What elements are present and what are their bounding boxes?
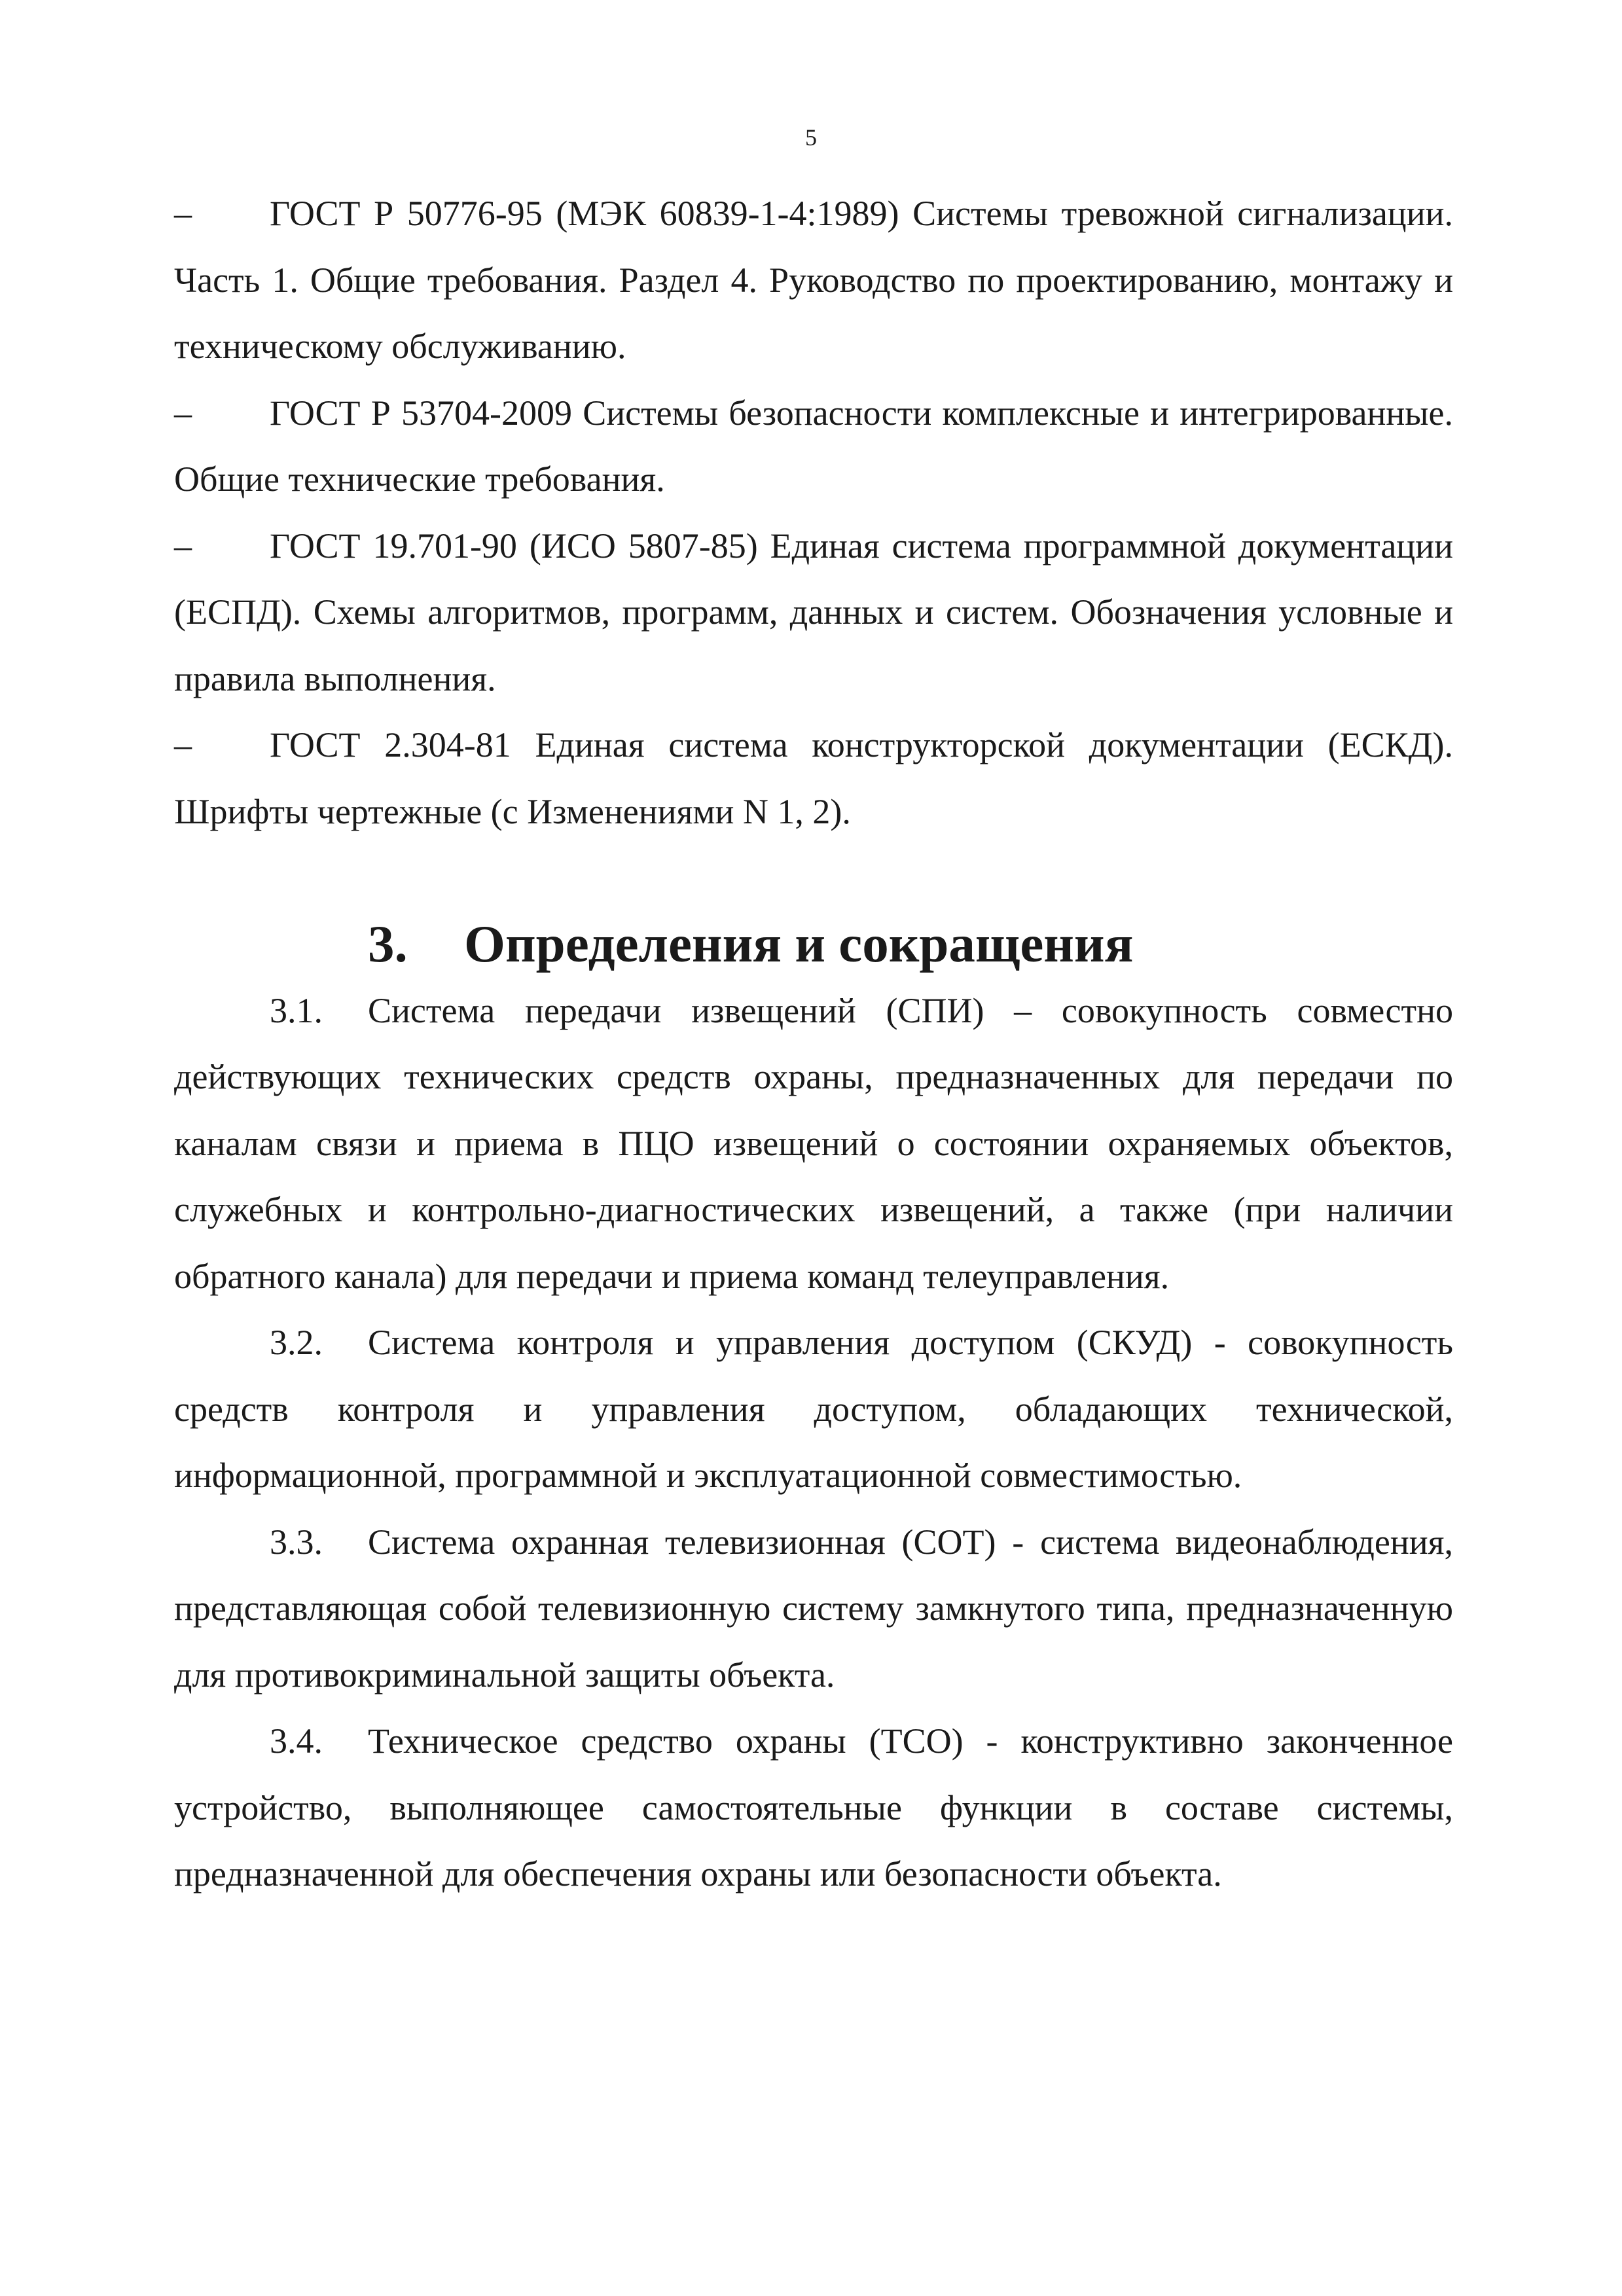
reference-item bbox=[174, 513, 1453, 713]
reference-text: ГОСТ Р 53704-2009 Системы безопасности комплексные и интегрированные. Общие технические требования. bbox=[174, 393, 1453, 499]
definition-item bbox=[174, 1708, 1453, 1908]
definition-number: 3.3. bbox=[270, 1522, 323, 1562]
section-number: 3. bbox=[368, 914, 408, 973]
reference-text: ГОСТ 2.304-81 Единая система конструкторской документации (ЕСКД). Шрифты чертежные (с Изменениями N 1, 2). bbox=[174, 725, 1453, 831]
definitions-list bbox=[174, 978, 1453, 1908]
reference-text: ГОСТ 19.701-90 (ИСО 5807-85) Единая система программной документации (ЕСПД). Схемы алгоритмов, программ, данных и систем. Обозначения условные и правила выполнения. bbox=[174, 526, 1453, 698]
references-list bbox=[174, 181, 1453, 845]
definition-text: Система охранная телевизионная (СОТ) - система видеонаблюдения, представляющая собой телевизионную систему замкнутого типа, предназначенную для противокриминальной защиты объекта. bbox=[174, 1522, 1453, 1695]
page-number: 5 bbox=[805, 124, 817, 151]
list-dash: – bbox=[174, 526, 192, 565]
definition-item bbox=[174, 978, 1453, 1310]
definition-number: 3.2. bbox=[270, 1323, 323, 1362]
list-dash: – bbox=[174, 194, 192, 233]
definition-item bbox=[174, 1310, 1453, 1509]
reference-item bbox=[174, 712, 1453, 845]
definition-text: Система контроля и управления доступом (СКУД) - совокупность средств контроля и управления доступом, обладающих технической, информационной, программной и эксплуатационной совместимостью. bbox=[174, 1323, 1453, 1495]
list-dash: – bbox=[174, 393, 192, 433]
list-dash: – bbox=[174, 725, 192, 764]
definition-text: Система передачи извещений (СПИ) – совокупность совместно действующих технических средств охраны, предназначенных для передачи по каналам связи и приема в ПЦО извещений о состоянии охраняемых объектов, служебных и контрольно-диагностических извещений, а также (при наличии обратного канала) для передачи и приема команд телеуправления. bbox=[174, 990, 1453, 1296]
reference-item bbox=[174, 380, 1453, 513]
definition-number: 3.1. bbox=[270, 990, 323, 1030]
reference-text: ГОСТ Р 50776-95 (МЭК 60839-1-4:1989) Системы тревожной сигнализации. Часть 1. Общие требования. Раздел 4. Руководство по проектированию, монтажу и техническому обслуживанию. bbox=[174, 194, 1453, 366]
page-content bbox=[174, 181, 1453, 1908]
reference-item bbox=[174, 181, 1453, 380]
definition-item bbox=[174, 1509, 1453, 1709]
definition-number: 3.4. bbox=[270, 1721, 323, 1761]
section-title: Определения и сокращения bbox=[464, 914, 1134, 973]
section-heading bbox=[174, 911, 1453, 978]
definition-text: Техническое средство охраны (ТСО) - конструктивно законченное устройство, выполняющее самостоятельные функции в составе системы, предназначенной для обеспечения охраны или безопасности объекта. bbox=[174, 1721, 1453, 1893]
